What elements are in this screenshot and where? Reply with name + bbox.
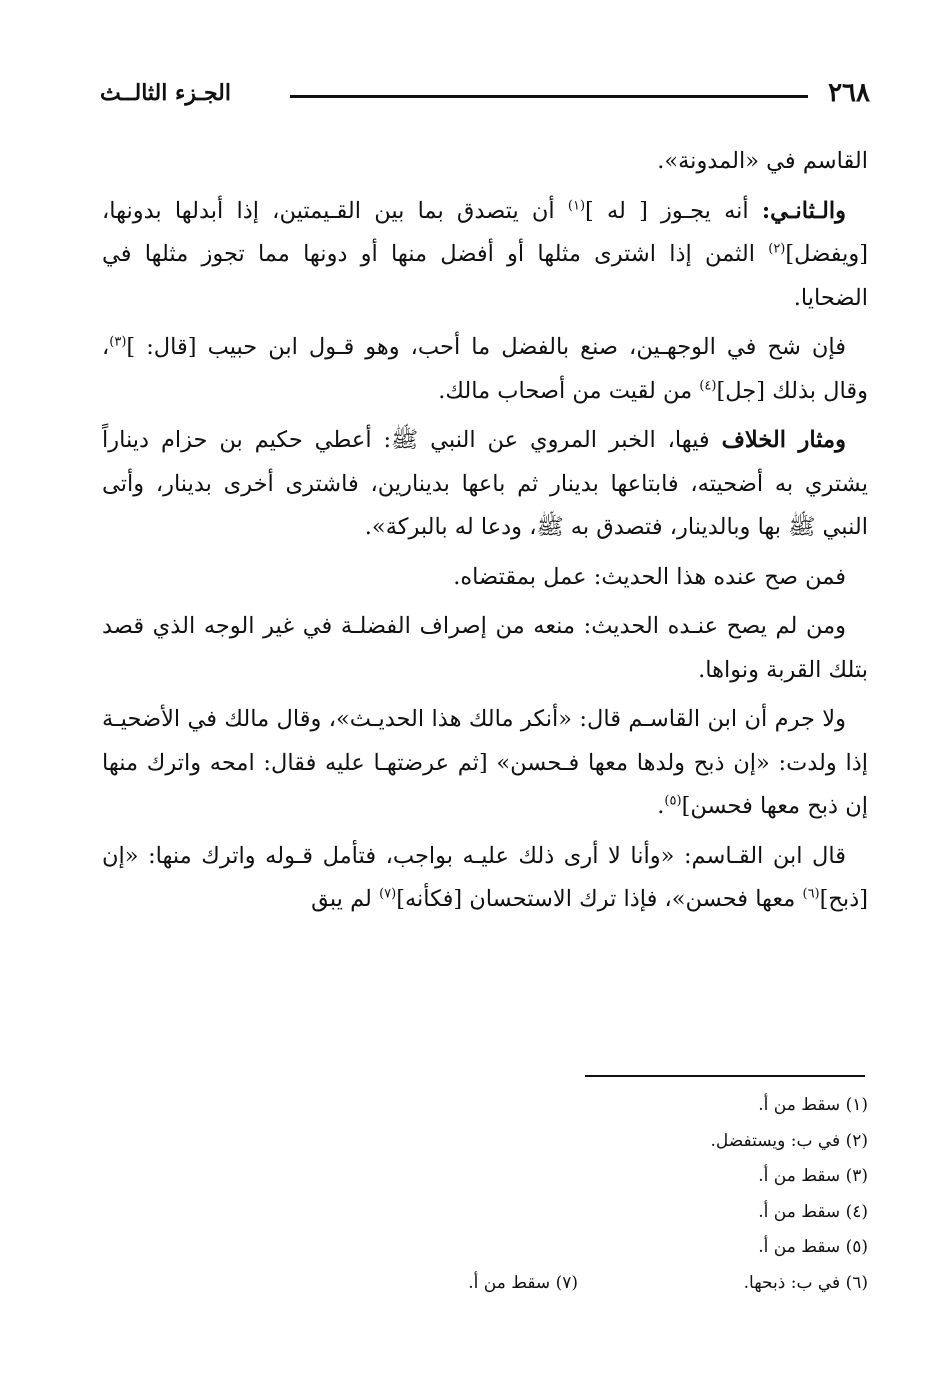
footnote-4: (٤) سقط من أ. [758,1201,868,1222]
footnote-row [102,1266,868,1302]
footnote-ref-5[interactable]: (٥) [664,793,682,809]
paragraph-2-text-b: أن يتصدق بما بين القـيمتين، إذا أبدلها بدونها، [ويفضل] [102,197,868,267]
footnote-ref-2[interactable]: (٢) [768,241,786,257]
footnote-3: (٣) سقط من أ. [758,1166,868,1186]
paragraph-8-text-b: معها فحسن»، فإذا ترك الاستحسان [فكأنه] [396,886,803,912]
running-title: الجـزء الثالــث [100,80,231,106]
page-number: ٢٦٨ [828,78,870,108]
paragraph-4-lead: ومثار الخلاف [721,427,846,453]
footnotes [102,1088,868,1301]
paragraph-5-text: فمن صح عنده هذا الحديث: عمل بمقتضاه. [453,563,846,590]
footnote-ref-7[interactable]: (٧) [379,886,397,902]
paragraph-3 [102,326,868,413]
paragraph-6 [102,605,868,692]
footnote-ref-3[interactable]: (٣) [109,334,127,350]
paragraph-8 [102,835,868,922]
paragraph-3-text-c: من لقيت من أصحاب مالك. [438,377,700,404]
footnote-7: (٧) سقط من أ. [468,1272,578,1293]
paragraph-7-text-b: . [657,793,665,819]
footnote-6: (٦) في ب: ذبحها. [743,1272,868,1293]
paragraph-1 [102,140,868,184]
paragraph-4 [102,419,868,550]
footnote-ref-1[interactable]: (١) [567,198,586,213]
footnote-1: (١) سقط من أ. [758,1095,868,1115]
page-header [100,76,870,116]
paragraph-8-text-c: لم يبق [311,886,380,912]
paragraph-7-text-a: ولا جرم أن ابن القاسـم قال: «أنكر مالك هذا الحديـث»، وقال مالك في الأضحيـة إذا ولدت: «إن ذبح ولدها معها فـحسن» [ثم عرضتهـا عليه فقال: امحه واترك منها إن ذبح معها فحسن] [102,706,868,819]
paragraph-3-text-b: ، وقال بذلك [جل] [102,334,868,404]
paragraph-7 [102,698,868,829]
footnote-ref-6[interactable]: (٦) [802,886,820,902]
footnote-ref-4[interactable]: (٤) [699,378,717,393]
paragraph-2-lead: والـثانـي: [761,197,846,224]
paragraph-2-text-c: الثمن إذا اشترى مثلها أو أفضل منها أو دونها مما تجوز مثلها في الضحايا. [102,241,868,311]
paragraph-2 [102,190,868,321]
paragraph-1-text: القاسم في «المدونة». [657,148,868,174]
footnote-2: (٢) في ب: ويستفضل. [710,1130,868,1151]
paragraph-3-text-a: فإن شح في الوجهـين، صنع بالفضل ما أحب، وهو قـول ابن حبيب [قال: ] [126,334,846,360]
paragraph-5 [102,556,868,600]
footnote-5: (٥) سقط من أ. [758,1237,868,1257]
body-text [102,140,868,928]
footnote-separator [585,1075,865,1077]
paragraph-8-text-a: قال ابن القـاسم: «وأنا لا أرى ذلك عليـه بواجب، فتأمل قـوله واترك منها: «إن [ذبح] [102,842,868,912]
paragraph-4-text: فيها، الخبر المروي عن النبي ﷺ: أعطي حكيم بن حزام ديناراً يشتري به أضحيته، فابتاعها بدينار ثم باعها بدينارين، فاشترى أخرى بدينار، وأتى النبي ﷺ بها وبالدينار، فتصدق به ﷺ، ودعا له بالبركة». [102,427,868,540]
header-rule [290,95,808,98]
paragraph-2-text-a: أنه يجـوز [ له ] [585,197,762,224]
paragraph-6-text: ومن لم يصح عنـده الحديث: منعه من إصراف الفضلـة في غير الوجه الذي قصد بتلك القربة ونواها. [102,613,868,683]
